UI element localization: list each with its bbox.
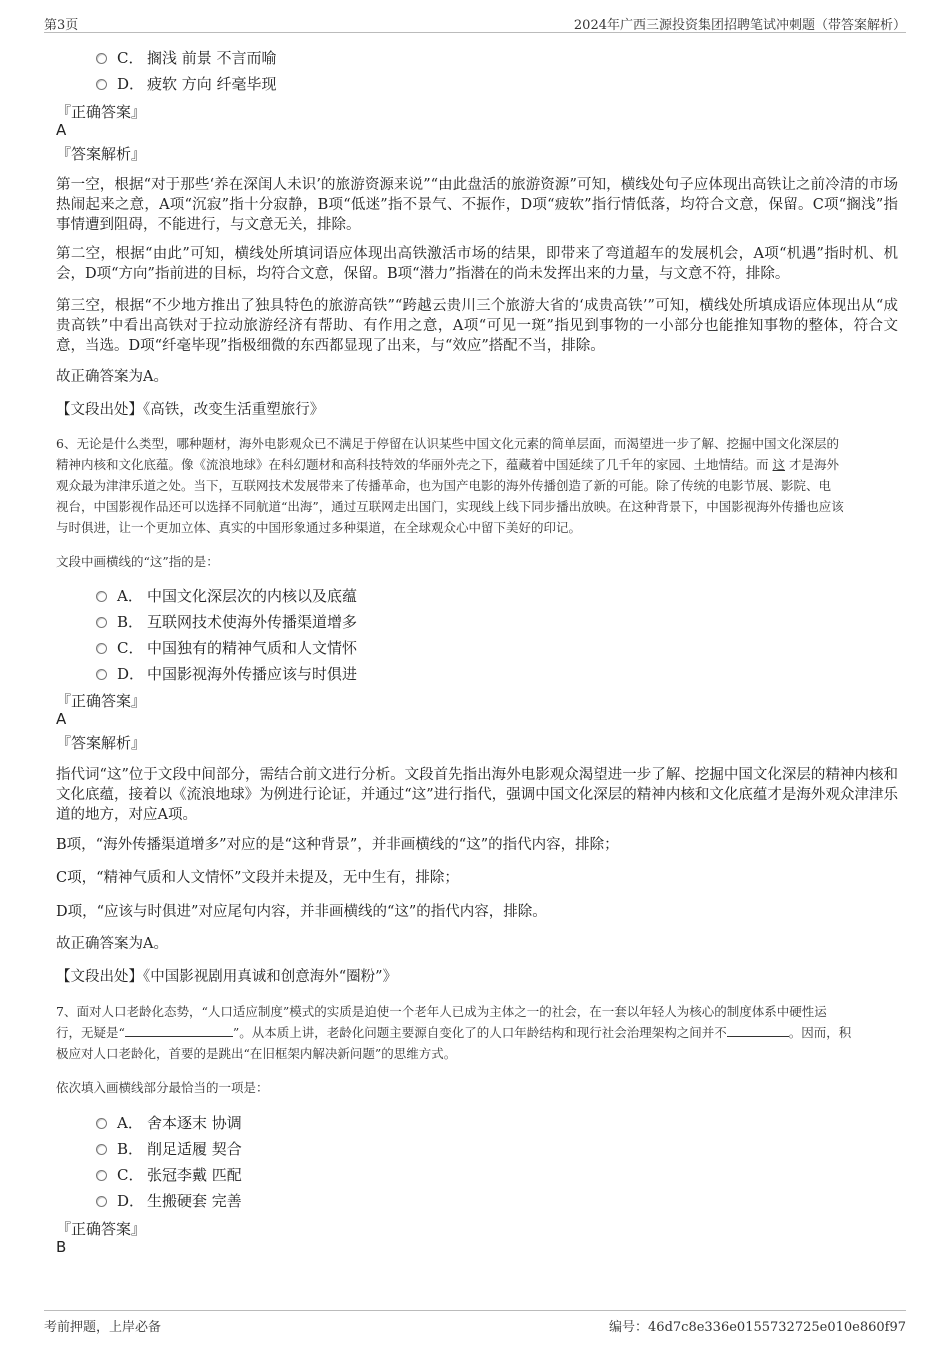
option-c[interactable]: C． 张冠李戴 匹配 <box>96 1164 242 1185</box>
analysis-paragraph: B项，“海外传播渠道增多”对应的是“这种背景”，并非画横线的“这”的指代内容，排除； <box>56 837 619 853</box>
option-c[interactable]: C． 中国独有的精神气质和人文情怀 <box>96 637 357 658</box>
document-id: 编号：46d7c8e336e0155732725e010e860f97 <box>609 1320 906 1335</box>
option-c[interactable]: C． 搁浅 前景 不言而喻 <box>96 47 277 68</box>
radio-icon[interactable] <box>96 669 107 680</box>
option-d[interactable]: D． 生搬硬套 完善 <box>96 1190 242 1211</box>
radio-icon[interactable] <box>96 53 107 64</box>
fill-blank <box>125 1024 233 1037</box>
option-a[interactable]: A． 中国文化深层次的内核以及底蕴 <box>96 585 357 606</box>
radio-icon[interactable] <box>96 617 107 628</box>
option-d[interactable]: D． 疲软 方向 纤毫毕现 <box>96 73 277 94</box>
page-number: 第3页 <box>44 18 79 33</box>
option-a[interactable]: A． 舍本逐末 协调 <box>96 1112 242 1133</box>
analysis-paragraph: 第三空，根据“不少地方推出了独具特色的旅游高铁”“跨越云贵川三个旅游大省的‘成贵高铁’”可知，横线处所填成语应体现出从“成贵高铁”中看出高铁对于拉动旅游经济有帮助、有作用之意，A项“可见一斑”指见到事物的一小部分也能推知事物的整体，符合文意，当选。D项“纤毫毕现”指极细微的东西都显现了出来，与“效应”搭配不当，排除。 <box>56 298 898 354</box>
radio-icon[interactable] <box>96 591 107 602</box>
document-title: 2024年广西三源投资集团招聘笔试冲刺题（带答案解析） <box>573 18 906 33</box>
answer-value: B <box>56 1238 67 1256</box>
radio-icon[interactable] <box>96 1118 107 1129</box>
option-b[interactable]: B． 互联网技术使海外传播渠道增多 <box>96 611 357 632</box>
answer-value: A <box>56 710 67 728</box>
analysis-paragraph: D项，“应该与时俱进”对应尾句内容，并非画横线的“这”的指代内容，排除。 <box>56 904 547 920</box>
source-citation: 【文段出处】《高铁，改变生活重塑旅行》 <box>56 402 325 418</box>
question-stem: 7、面对人口老龄化态势，“人口适应制度”模式的实质是迫使一个老年人已成为主体之一的社会，在一套以年轻人为核心的制度体系中硬性运 行，无疑是“ ”。从本质上讲，老龄化问题主要源自变化了的人口年龄结构和现行社会治理架构之间并不 。因而，积 极应对人口老龄化，首要的是跳出“在旧框架内解决新问题”的思维方式。 <box>56 1004 852 1061</box>
answer-label: 『正确答案』 <box>56 692 147 710</box>
analysis-paragraph: C项，“精神气质和人文情怀”文段并未提及，无中生有，排除； <box>56 870 459 886</box>
analysis-label: 『答案解析』 <box>56 734 147 752</box>
page-footer <box>44 1310 906 1335</box>
radio-icon[interactable] <box>96 643 107 654</box>
analysis-paragraph: 第二空，根据“由此”可知，横线处所填词语应体现出高铁激活市场的结果，即带来了弯道超车的发展机会，A项“机遇”指时机、机会，D项“方向”指前进的目标，均符合文意，保留。B项“潜力”指潜在的尚未发挥出来的力量，与文意不符，排除。 <box>56 246 898 282</box>
radio-icon[interactable] <box>96 1144 107 1155</box>
option-d[interactable]: D． 中国影视海外传播应该与时俱进 <box>96 663 357 684</box>
footer-slogan: 考前押题，上岸必备 <box>44 1320 162 1335</box>
radio-icon[interactable] <box>96 1196 107 1207</box>
radio-icon[interactable] <box>96 1170 107 1181</box>
source-citation: 【文段出处】《中国影视剧用真诚和创意海外“圈粉”》 <box>56 969 398 985</box>
page-header <box>44 10 906 33</box>
analysis-label: 『答案解析』 <box>56 145 147 163</box>
answer-label: 『正确答案』 <box>56 1220 147 1238</box>
option-b[interactable]: B． 削足适履 契合 <box>96 1138 242 1159</box>
analysis-paragraph: 指代词“这”位于文段中间部分，需结合前文进行分析。文段首先指出海外电影观众渴望进一步了解、挖掘中国文化深层的精神内核和文化底蕴，接着以《流浪地球》为例进行论证，并通过“这”进行指代，强调中国文化深层的精神内核和文化底蕴才是海外观众津津乐道的地方，对应A项。 <box>56 767 898 823</box>
answer-value: A <box>56 121 67 139</box>
analysis-conclusion: 故正确答案为A。 <box>56 936 168 952</box>
question-stem: 6、无论是什么类型，哪种题材，海外电影观众已不满足于停留在认识某些中国文化元素的简单层面，而渴望进一步了解、挖掘中国文化深层的 精神内核和文化底蕴。像《流浪地球》在科幻题材和高科技特效的华丽外壳之下，蕴藏着中国延续了几千年的家园、土地情结。而 这 才是海外 观众最为津津乐道之处。当下，互联网技术发展带来了传播革命，也为国产电影的海外传播创造了新的可能。除了传统的电影节展、影院、电 视台，中国影视作品还可以选择不同航道“出海”，通过互联网走出国门，实现线上线下同步播出放映。在这种背景下，中国影视海外传播也应该 与时俱进，让一个更加立体、真实的中国形象通过多种渠道，在全球观众心中留下美好的印记。 <box>56 436 844 535</box>
underlined-word: 这 <box>772 457 786 472</box>
fill-blank <box>727 1024 789 1037</box>
radio-icon[interactable] <box>96 79 107 90</box>
question-prompt: 依次填入画横线部分最恰当的一项是： <box>56 1080 269 1095</box>
answer-label: 『正确答案』 <box>56 103 147 121</box>
analysis-conclusion: 故正确答案为A。 <box>56 369 168 385</box>
question-prompt: 文段中画横线的“这”指的是： <box>56 554 219 569</box>
analysis-paragraph: 第一空，根据“对于那些‘养在深闺人未识’的旅游资源来说”“由此盘活的旅游资源”可知，横线处句子应体现出高铁让之前冷清的市场热闹起来之意，A项“沉寂”指十分寂静，B项“低迷”指不景气、不振作，D项“疲软”指行情低落，均符合文意，保留。C项“搁浅”指事情遭到阻碍，不能进行，与文意无关，排除。 <box>56 177 898 233</box>
